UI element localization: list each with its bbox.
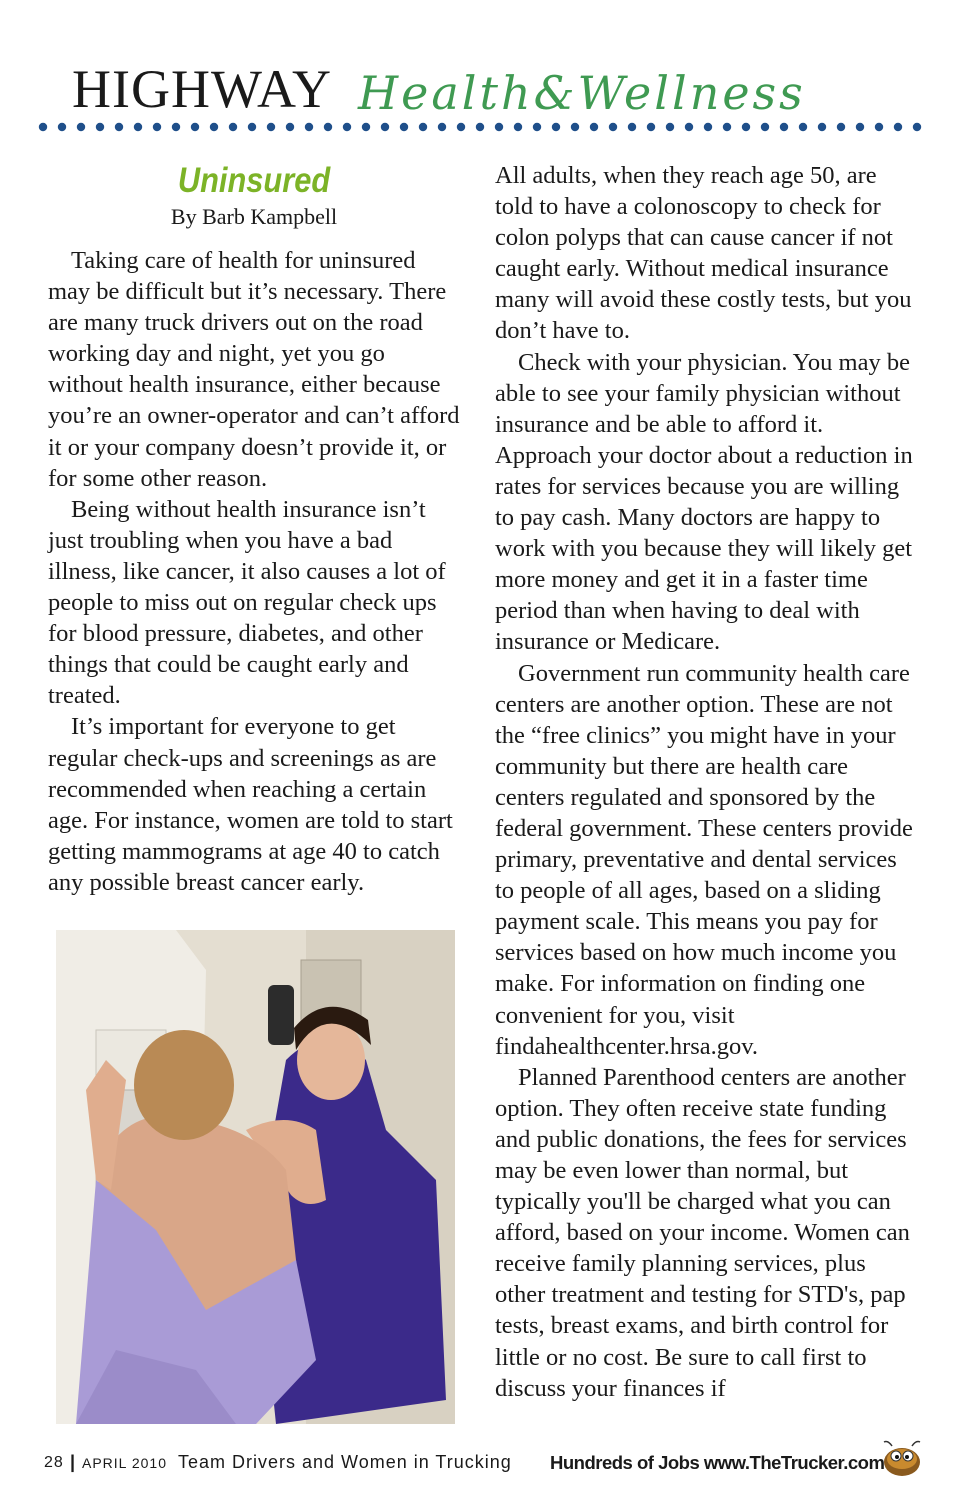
- divider-dot: [818, 123, 826, 131]
- divider-dot: [229, 123, 237, 131]
- divider-dot: [666, 123, 674, 131]
- footer-ad-link[interactable]: Hundreds of Jobs www.TheTrucker.com: [550, 1452, 885, 1473]
- masthead-script-title: Health&Wellness: [358, 66, 806, 120]
- divider-dot: [742, 123, 750, 131]
- divider-dot: [58, 123, 66, 131]
- divider-dot: [571, 123, 579, 131]
- divider-dot: [77, 123, 85, 131]
- page-number: 28: [44, 1454, 64, 1471]
- divider-dot: [514, 123, 522, 131]
- divider-dot: [837, 123, 845, 131]
- divider-dot: [324, 123, 332, 131]
- divider-dot: [191, 123, 199, 131]
- article-paragraph: All adults, when they reach age 50, are told to have a colonoscopy to check for colon polyps that can cause cancer if not caught early. Without medical insurance many will avoid these costly tests, but you don’t have to.: [495, 162, 912, 345]
- divider-dot: [267, 123, 275, 131]
- article-paragraph: Government run community health care centers are another option. These are not the “free clinics” you might have in your community but there are health care centers regulated and sponsored by the federal government. These centers provide primary, preventative and dental services to people of all ages, based on a sliding payment scale. This means you pay for services based on how much income you make. For information on finding one convenient for you, visit findahealthcenter.hrsa.gov.: [495, 659, 913, 1060]
- divider-dot: [96, 123, 104, 131]
- divider-dot: [39, 123, 47, 131]
- divider-dot: [894, 123, 902, 131]
- divider-dot: [172, 123, 180, 131]
- masthead: [0, 58, 960, 124]
- bug-mascot-icon: [880, 1438, 924, 1478]
- divider-dot: [286, 123, 294, 131]
- divider-dot: [457, 123, 465, 131]
- divider-dot: [875, 123, 883, 131]
- divider-dot: [305, 123, 313, 131]
- divider-dot: [476, 123, 484, 131]
- divider-dot: [210, 123, 218, 131]
- divider-dot: [761, 123, 769, 131]
- divider-dot: [134, 123, 142, 131]
- article-paragraph: Taking care of health for uninsured may be difficult but it’s necessary. There are many truck drivers out on the road working day and night, yet you go without health insurance, either because you’re an owner-operator and can’t afford it or your company doesn’t provide it, or for some other reason.: [48, 247, 460, 492]
- article-paragraph: Planned Parenthood centers are another option. They often receive state funding and public donations, the fees for services may be even lower than normal, but typically you'll be charged what you can afford, based on your income. Women can receive family planning services, plus other treatment and testing for STD's, pap tests, breast exams, and birth control for little or no cost. Be sure to call first to discuss your finances if: [495, 1063, 910, 1402]
- publication-name: Team Drivers and Women in Trucking: [178, 1452, 512, 1472]
- divider-dot: [552, 123, 560, 131]
- article-byline: By Barb Kampbell: [170, 204, 338, 229]
- divider-dot: [438, 123, 446, 131]
- divider-dot: [419, 123, 427, 131]
- footer-separator: |: [70, 1452, 76, 1472]
- divider-dot: [799, 123, 807, 131]
- divider-dot: [248, 123, 256, 131]
- divider-dot: [115, 123, 123, 131]
- divider-dot: [609, 123, 617, 131]
- divider-dot: [362, 123, 370, 131]
- article-paragraph: Being without health insurance isn’t just troubling when you have a bad illness, like cancer, it also causes a lot of people to miss out on regular check ups for blood pressure, diabetes, and other things that could be caught early and treated.: [48, 495, 446, 710]
- article-paragraph: Check with your physician. You may be able to see your family physician without insurance and be able to afford it. Approach your doctor about a reduction in rates for services because you are willing to pay cash. Many doctors are happy to work with you because they will likely get more money and get it in a faster time period than when having to deal with insurance or Medicare.: [495, 348, 913, 656]
- divider-dot: [723, 123, 731, 131]
- article-left-column: [48, 160, 460, 898]
- divider-dot: [495, 123, 503, 131]
- page-footer: [44, 1450, 924, 1480]
- divider-dot: [856, 123, 864, 131]
- divider-dot: [647, 123, 655, 131]
- divider-dot: [913, 123, 921, 131]
- divider-dot: [381, 123, 389, 131]
- article-paragraph: It’s important for everyone to get regular check-ups and screenings as are recommended when reaching a certain age. For instance, women are told to start getting mammograms at age 40 to catch any possible breast cancer early.: [48, 713, 453, 896]
- divider-dot: [343, 123, 351, 131]
- divider-dot: [704, 123, 712, 131]
- divider-dot: [400, 123, 408, 131]
- article-right-column: [495, 160, 915, 1404]
- dotted-divider: [36, 120, 926, 134]
- article-title: Uninsured: [177, 161, 331, 200]
- divider-dot: [533, 123, 541, 131]
- divider-dot: [590, 123, 598, 131]
- divider-dot: [685, 123, 693, 131]
- issue-date: APRIL 2010: [82, 1455, 167, 1471]
- mammogram-photo: [56, 930, 455, 1424]
- divider-dot: [153, 123, 161, 131]
- divider-dot: [780, 123, 788, 131]
- divider-dot: [628, 123, 636, 131]
- masthead-title: HIGHWAY: [72, 59, 332, 119]
